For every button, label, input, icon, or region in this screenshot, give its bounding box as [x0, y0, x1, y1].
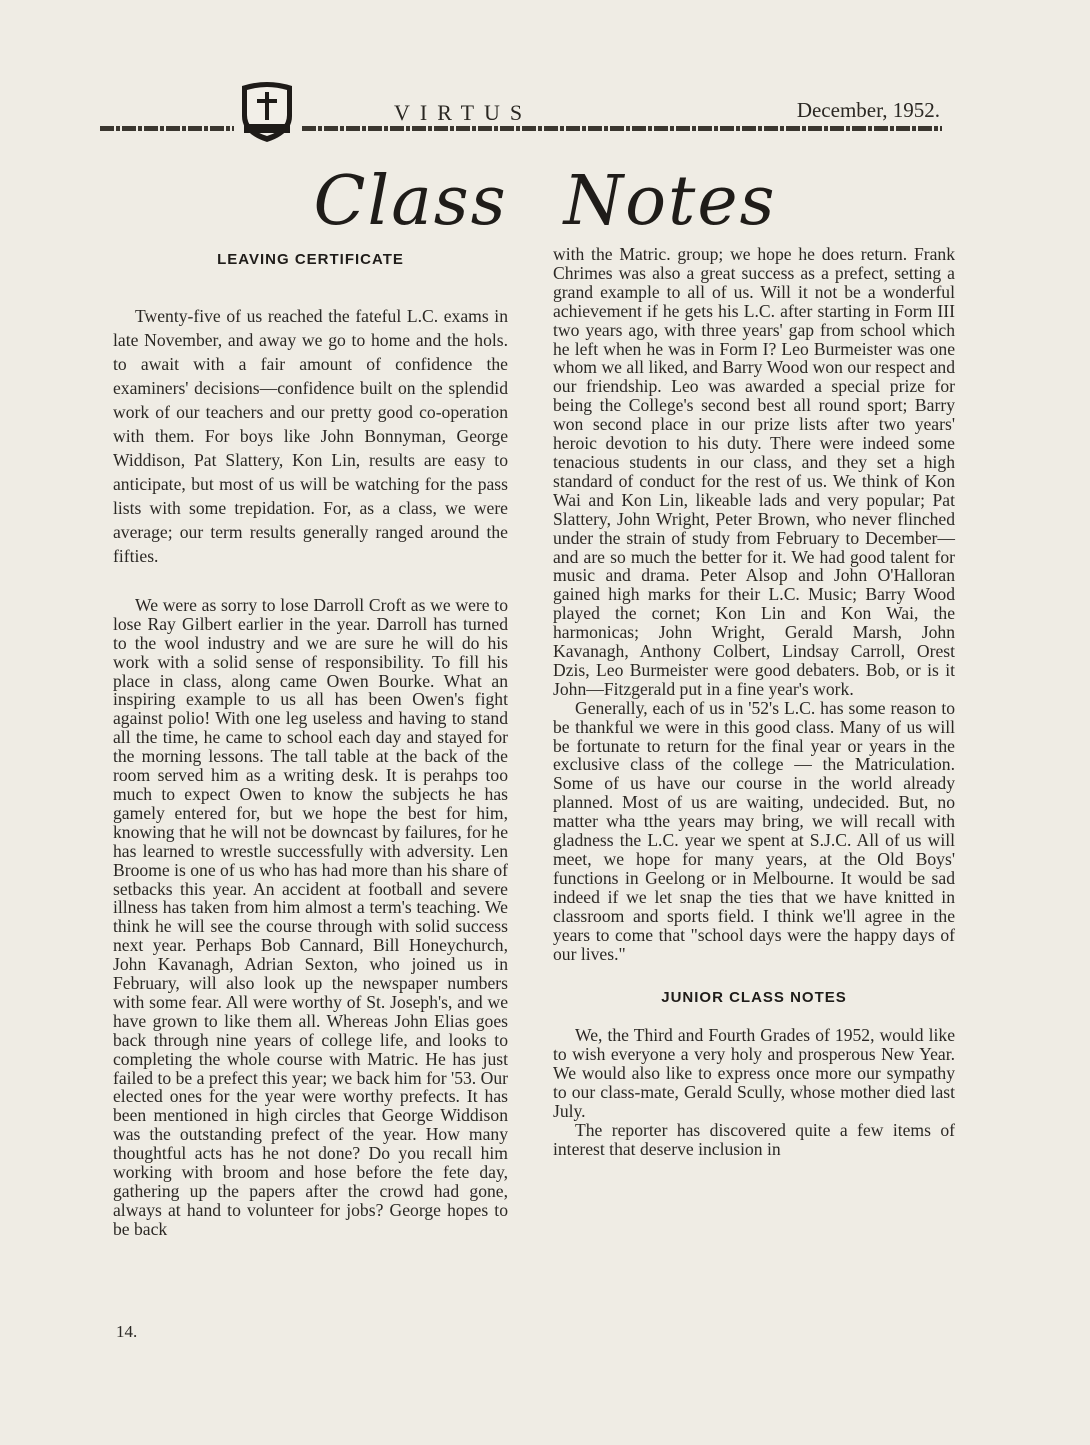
title-word-class: Class — [313, 162, 508, 241]
header-rule-left — [100, 126, 234, 131]
paragraph: We were as sorry to lose Darroll Croft as we were to lose Ray Gilbert earlier in the year. Darroll has turned to the wool industry and we are sure he will do his work with a solid sense of responsibility. To fill his place in class, along came Owen Bourke. What an inspiring example to us all has been Owen's fight against polio! With one leg useless and having to stand all the time, he came to school each day and stayed for the morning lessons. The tall table at the back of the room served him as a writing desk. It is perahps too much to expect Owen to know the subjects he has gamely entered for, but we hope the best for him, knowing that he will not be downcast by failures, for he has learned to wrestle successfully with adversity. Len Broome is one of us who has had more than his share of setbacks this year. An accident at football and severe illness has taken from him almost a term's teaching. We think he will see the course through with solid success next year. Perhaps Bob Cannard, Bill Honeychurch, John Kavanagh, Adrian Sexton, who joined us in February, will also look up the newspaper numbers with some fear. All were worthy of St. Joseph's, and we have grown to like them all. Whereas John Elias goes back through nine years of college life, and looks to completing the whole course with Matric. He has just failed to be a prefect this year; we back him for '53. Our elected ones for the year were worthy prefects. It has been mentioned in high circles that George Widdison was the outstanding prefect of the year. How many thoughtful acts has he not done? Do you recall him working with broom and hose before the fete day, gathering up the papers after the crowd had gone, always at hand to volunteer for jobs? George hopes to be back — [113, 594, 508, 1239]
section-heading-leaving-certificate: LEAVING CERTIFICATE — [217, 251, 404, 268]
left-column — [113, 245, 508, 1239]
paragraph: Twenty-five of us reached the fateful L.C. exams in late November, and away we go to home and the hols. to await with a fair amount of confidence the examiners' decisions—confidence built on the splendid work of our teachers and our pretty good co-operation with them. For boys like John Bonnyman, George Widdison, Pat Slattery, Kon Lin, results are easy to anticipate, but most of us will be watching for the pass lists with some trepidation. For, as a class, we were average; our term results generally ranged around the fifties. — [113, 305, 508, 566]
school-crest-icon — [236, 78, 298, 144]
right-column — [553, 245, 955, 1159]
section-heading-junior-class-notes: JUNIOR CLASS NOTES — [661, 989, 847, 1007]
paragraph: The reporter has discovered quite a few items of interest that deserve inclusion in — [553, 1119, 955, 1159]
paragraph: Generally, each of us in '52's L.C. has some reason to be thankful we were in this good class. Many of us will be fortunate to return for the final year or years in the exclusive class of the college — the Matriculation. Some of us have our course in the world already planned. Most of us are waiting, undecided. But, no matter wha tthe years may bring, we will recall with gladness the L.C. year we spent at S.J.C. All of us will meet, we hope for many years, at the Old Boys' functions in Geelong or in Melbourne. It would be sad indeed if we let snap the ties that we have knitted in classroom and sports field. I think we'll agree in the years to come that "school days were the happy days of our lives." — [553, 697, 955, 964]
paragraph: with the Matric. group; we hope he does return. Frank Chrimes was also a great success as a prefect, setting a grand example to all of us. Will it not be a wonderful achievement if he gets his L.C. after starting in Form III two years ago, with three years' gap from school which he left when he was in Form I? Leo Burmeister was one whom we all liked, and Barry Wood won our respect and our friendship. Leo was awarded a special prize for being the College's second best all round sport; Barry won second place in our prize lists after two years' heroic devotion to his duty. There were indeed some tenacious students in our class, and they set a high standard of conduct for the rest of us. We think of Kon Wai and Kon Lin, likeable lads and very popular; Pat Slattery, John Wright, Peter Brown, who never flinched under the strain of study from February to December—and are so much the better for it. We had good talent for music and drama. Peter Alsop and John O'Halloran gained high marks for their L.C. Music; Barry Wood played the cornet; Kon Lin and Kon Wai, the harmonicas; John Wright, Gerald Marsh, John Kavanagh, Anthony Colbert, Lindsay Carroll, Orest Dzis, Leo Burmeister were good debaters. Bob, or is it John—Fitzgerald put in a fine year's work. — [553, 244, 955, 699]
magazine-title: VIRTUS — [394, 100, 533, 125]
header-rule-right — [302, 126, 942, 131]
issue-date: December, 1952. — [796, 98, 940, 122]
title-word-notes: Notes — [563, 162, 777, 241]
page-number: 14. — [116, 1322, 138, 1341]
paragraph: We, the Third and Fourth Grades of 1952, would like to wish everyone a very holy and prosperous New Year. We would also like to express once more our sympathy to our class-mate, Gerald Scully, whose mother died last July. — [553, 1025, 955, 1121]
page-title — [0, 162, 1090, 241]
